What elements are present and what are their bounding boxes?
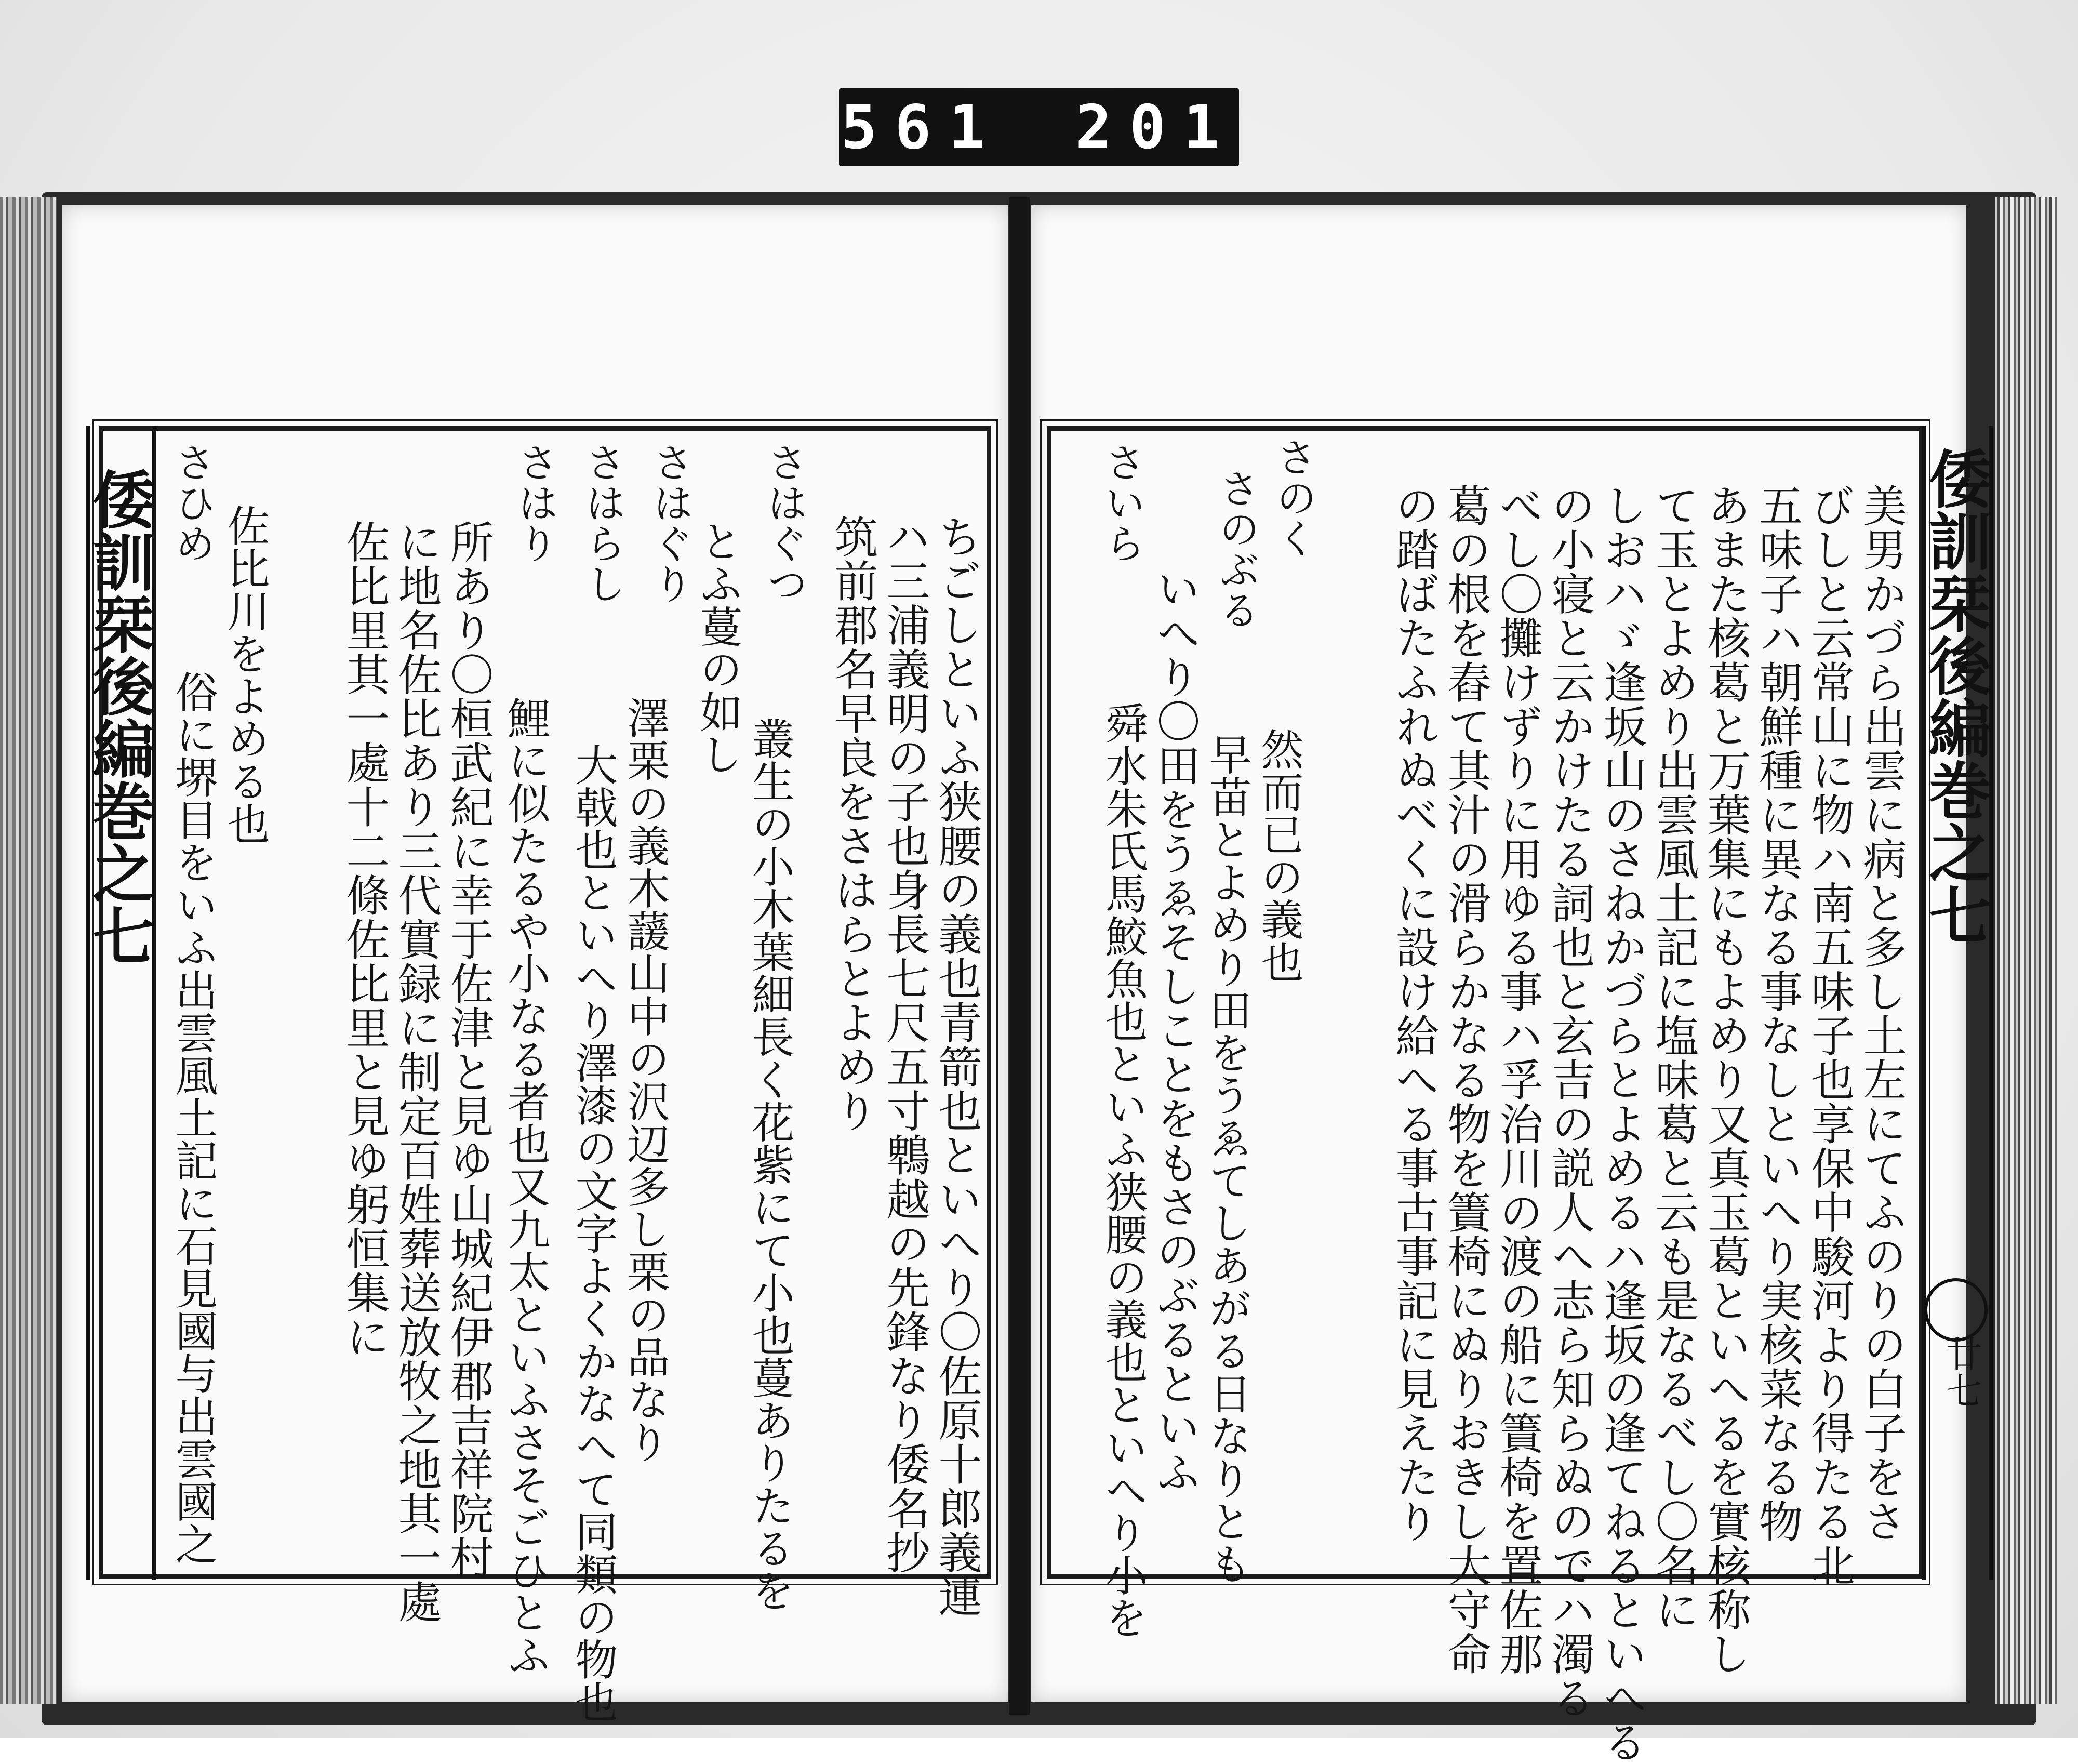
right-col-14: 早苗とよめり田をうゑてしあがる日なりとも — [1202, 733, 1251, 1585]
left-col-18: 俗に堺目をいふ出雲風土記に石見國与出雲國之 — [168, 670, 218, 1565]
left-col-16: 佐比川をよめる也 — [220, 504, 270, 845]
right-fold-number: 廿七 — [1940, 1335, 1982, 1408]
left-col-8: 澤栗の義木蘐山中の沢辺多し栗の品なり — [620, 696, 670, 1463]
left-col-9: さはらし — [579, 442, 625, 604]
left-col-13: 所あり〇桓武紀に幸于佐津と見ゆ山城紀伊郡吉祥院村 — [443, 520, 494, 1580]
right-col-8: べし〇攤けずりに用ゆる事ハ孚治川の渡の船に簀椅を置佐那 — [1493, 483, 1543, 1676]
right-col-17: 舜水朱氏馬鮫魚也といふ狭腰の義也といへり小を — [1098, 701, 1148, 1639]
right-col-16: さいら — [1098, 442, 1145, 563]
archive-label-plate — [839, 88, 1239, 166]
left-col-4: さはぐつ — [761, 442, 807, 604]
right-page-edges — [1995, 197, 2057, 1704]
left-col-5: 叢生の小木葉細長く花紫にて小也蔓ありたるを — [745, 717, 794, 1612]
right-col-15: いへり〇田をうゑそしことをもさのぶるといふ — [1150, 566, 1201, 1494]
right-col-5: て玉とよめり出雲風土記に塩味葛と云も是なるべし〇名に — [1648, 483, 1699, 1632]
right-col-11: さのく — [1270, 436, 1316, 558]
left-col-15: 佐比里其一處十二條佐比里と見ゆ躬恒集に — [339, 520, 390, 1359]
left-page-edges — [0, 197, 57, 1704]
book-gutter — [1009, 197, 1030, 1715]
right-col-6: しおハゞ逢坂山のさねかづらとよめるハ逢坂の逢てねるといへる — [1596, 483, 1647, 1764]
left-spine-title: 倭訓栞後編巻之七 — [82, 468, 155, 966]
left-col-1: ちごしといふ狭腰の義也青箭也といへり〇佐原十郎義連 — [931, 514, 982, 1619]
left-col-14: に地名佐比あり三代實録に制定百姓葬送放牧之地其一處 — [391, 520, 442, 1624]
right-col-9: 葛の根を舂て其汁の滑らかなる物を簀椅にぬりおきし大守命 — [1441, 483, 1491, 1676]
label-left-number: 561 — [841, 92, 1003, 163]
left-col-11: さはり — [511, 442, 558, 563]
right-col-10: の踏ばたふれぬべくに設け給へる事古事記に見えたり — [1389, 483, 1440, 1543]
left-col-2: ハ三浦義明の子也身長七尺五寸鵯越の先鋒なり倭名抄 — [880, 514, 930, 1574]
left-col-12: 鯉に似たるや小なる者也又九太といふさそごひとふ — [501, 696, 550, 1676]
right-col-1: 美男かづら出雲に病と多し土左にてふのりの白子をさ — [1856, 483, 1907, 1543]
left-col-10: 大戟也といへり澤漆の文字よくかなへて同類の物也 — [568, 743, 618, 1723]
right-col-3: 五味子ハ朝鮮種に異なる事なしといへり実核菜なる物 — [1752, 483, 1803, 1543]
right-col-7: の小寝と云かけたる詞也と玄吉の説人へ志ら知らぬのでハ濁る — [1544, 483, 1595, 1720]
label-right-number: 201 — [1075, 92, 1237, 163]
right-spine-title: 倭訓栞後編巻之七 — [1919, 447, 1992, 946]
left-col-17: さひめ — [168, 442, 215, 563]
left-col-7: とふ蔓の如し — [693, 520, 742, 775]
right-col-4: あまた核葛と万葉集にもよめり又真玉葛といへるを實核称し — [1700, 483, 1751, 1676]
right-col-12: 然而已の義也 — [1254, 727, 1303, 983]
right-col-2: びしと云常山に物ハ南五味子也享保中駿河より得たる北 — [1804, 483, 1855, 1587]
right-fold-circle — [1924, 1278, 1988, 1342]
left-col-6: さはぐり — [646, 442, 693, 604]
left-col-3: 筑前郡名早良をさはらとよめり — [828, 514, 878, 1133]
right-col-13: さのぶる — [1213, 468, 1259, 630]
